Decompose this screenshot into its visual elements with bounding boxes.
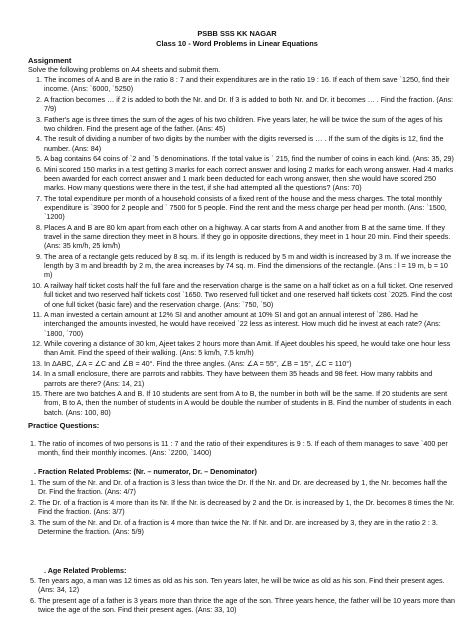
list-item: 8. Places A and B are 80 km apart from each other on a highway. A car starts from A and another from B at the same time. If they travel in the same direction they meet in 8 hours. If they go in opposite directions, they meet in 1 hour 20 min. Find their speeds. (Ans: 35 km/h, 25 km/h) xyxy=(36,222,451,251)
list-item: 5. Ten years ago, a man was 12 times as old as his son. Ten years later, he will be twice as old as his son. Find their present ages. (Ans: 34, 12) xyxy=(30,576,445,595)
assignment-instruction: Solve the following problems on A4 sheets and submit them. xyxy=(28,65,221,74)
fraction-section-heading: . Fraction Related Problems: (Nr. – numerator, Dr. – Denominator) xyxy=(34,467,257,476)
school-name: PSBB SSS KK NAGAR xyxy=(197,29,277,38)
assignment-heading: Assignment xyxy=(28,56,72,65)
age-problem-list xyxy=(30,576,456,616)
list-item: 3. The sum of the Nr. and Dr. of a fraction is 4 more than twice the Nr. If Nr. and Dr. are increased by 3, they are in the ratio 2 : 3. Determine the fraction. (Ans: 5/9) xyxy=(30,517,438,536)
list-item: 10. A railway half ticket costs half the full fare and the reservation charge is the same on a half ticket as on a full ticket. One reserved full ticket and two reserved half tickets cost `1650. Two reserved full ticket and one reserved half tickets cost `2025. Find the cost of one full ticket (basic fare) and the reservation charge. (Ans: `750, `50) xyxy=(32,280,453,309)
document-title: Class 10 - Word Problems in Linear Equations xyxy=(156,39,318,48)
list-item: 6. The present age of a father is 3 years more than thrice the age of the son. Three years hence, the father will be 10 years more than twice the age of the son. Find their present ages. (Ans: 33, 10) xyxy=(30,595,455,615)
practice-heading: Practice Questions: xyxy=(28,421,100,430)
list-item: 9. The area of a rectangle gets reduced by 8 sq. m. if its length is reduced by 5 m and width is increased by 3 m. If we increase the length by 3 m and breadth by 2 m, the area increases by 74 sq. m. Find the dimensions of the rectangle. (Ans : l = 19 m, b = 10 m) xyxy=(36,251,452,280)
list-item: 6. Mini scored 150 marks in a test getting 3 marks for each correct answer and losing 2 marks for each wrong answer. Had 4 marks been awarded for each correct answer and 1 mark been deducted for each wrong answer, then she would have scored 250 marks. How many questions were there in the test, if she had attempted all the questions? (Ans: 70) xyxy=(36,164,454,193)
list-item: 2. The Dr. of a fraction is 4 more than its Nr. If the Nr. is decreased by 2 and the Dr. is increased by 1, the Dr. becomes 8 times the Nr. Find the fraction. (Ans: 3/7) xyxy=(30,497,455,517)
list-item: 1. The sum of the Nr. and Dr. of a fraction is 3 less than twice the Dr. If the Nr. and Dr. are decreased by 1, the Nr. becomes half the Dr. Find the fraction. (Ans: 4/7) xyxy=(30,478,448,497)
fraction-problem-list xyxy=(30,478,456,537)
assignment-list xyxy=(32,75,454,418)
list-item: 4. The result of dividing a number of two digits by the number with the digits reversed is … . If the sum of the digits is 12, find the number. (Ans: 84) xyxy=(36,134,444,153)
list-item: 11. A man invested a certain amount at 12% SI and another amount at 10% SI and got an annual interest of `286. Had he interchanged the amounts invested, he would have received `22 less as interest. How much did he invest at each rate? (Ans: `1800, `700) xyxy=(32,310,441,338)
age-section-heading: . Age Related Problems: xyxy=(44,566,127,575)
list-item: 13. In ΔABC, ∠A = ∠C and ∠B = 40°. Find the three angles. (Ans: ∠A = 55°, ∠B = 15°, ∠C = 110°) xyxy=(32,358,352,368)
list-item: 2. A fraction becomes … if 2 is added to both the Nr. and Dr. If 3 is added to both Nr. and Dr. it becomes … . Find the fraction. (Ans: 7/9) xyxy=(36,94,454,114)
practice-list xyxy=(30,439,456,459)
list-item: 3. Father's age is three times the sum of the ages of his two children. Five years later, he will be twice the sum of the ages of his two children. Find the present age of the father. (Ans: 45) xyxy=(36,114,443,133)
list-item: 7. The total expenditure per month of a household consists of a fixed rent of the house and the mess charges. The total monthly expenditure is `3900 for 2 people and ` 7500 for 5 people. Find the rent and the mess charge per head per month. (Ans: `1500, `1200) xyxy=(36,193,447,222)
list-item: 5. A bag contains 64 coins of `2 and `5 denominations. If the total value is ` 215, find the number of coins in each kind. (Ans: 35, 29) xyxy=(36,154,454,164)
list-item: 1. The incomes of A and B are in the ratio 8 : 7 and their expenditures are in the ratio 19 : 16. If each of them save `1250, find their income. (Ans: `6000, `5250) xyxy=(36,75,450,94)
list-item: 12. While covering a distance of 30 km, Ajeet takes 2 hours more than Amit. If Ajeet doubles his speed, he would take one hour less than Amit. Find the speed of their walking. (Ans: 5 km/h, 7.5 km/h) xyxy=(32,339,451,358)
list-item: 14. In a small enclosure, there are parrots and rabbits. They have between them 35 heads and 98 feet. How many rabbits and parrots are there? (Ans: 14, 21) xyxy=(32,369,433,388)
list-item: 1. The ratio of incomes of two persons is 11 : 7 and the ratio of their expenditures is 9 : 5. If each of them manages to save `400 per month, find their monthly incomes. (Ans: `2200, `1400) xyxy=(30,439,448,458)
list-item: 15. There are two batches A and B. If 10 students are sent from A to B, the number in both will be the same. If 20 students are sent from, B to A, then the number of students in A would be double the number of students in B. Find the number of students in each batch. (Ans: 100, 80) xyxy=(32,389,452,417)
